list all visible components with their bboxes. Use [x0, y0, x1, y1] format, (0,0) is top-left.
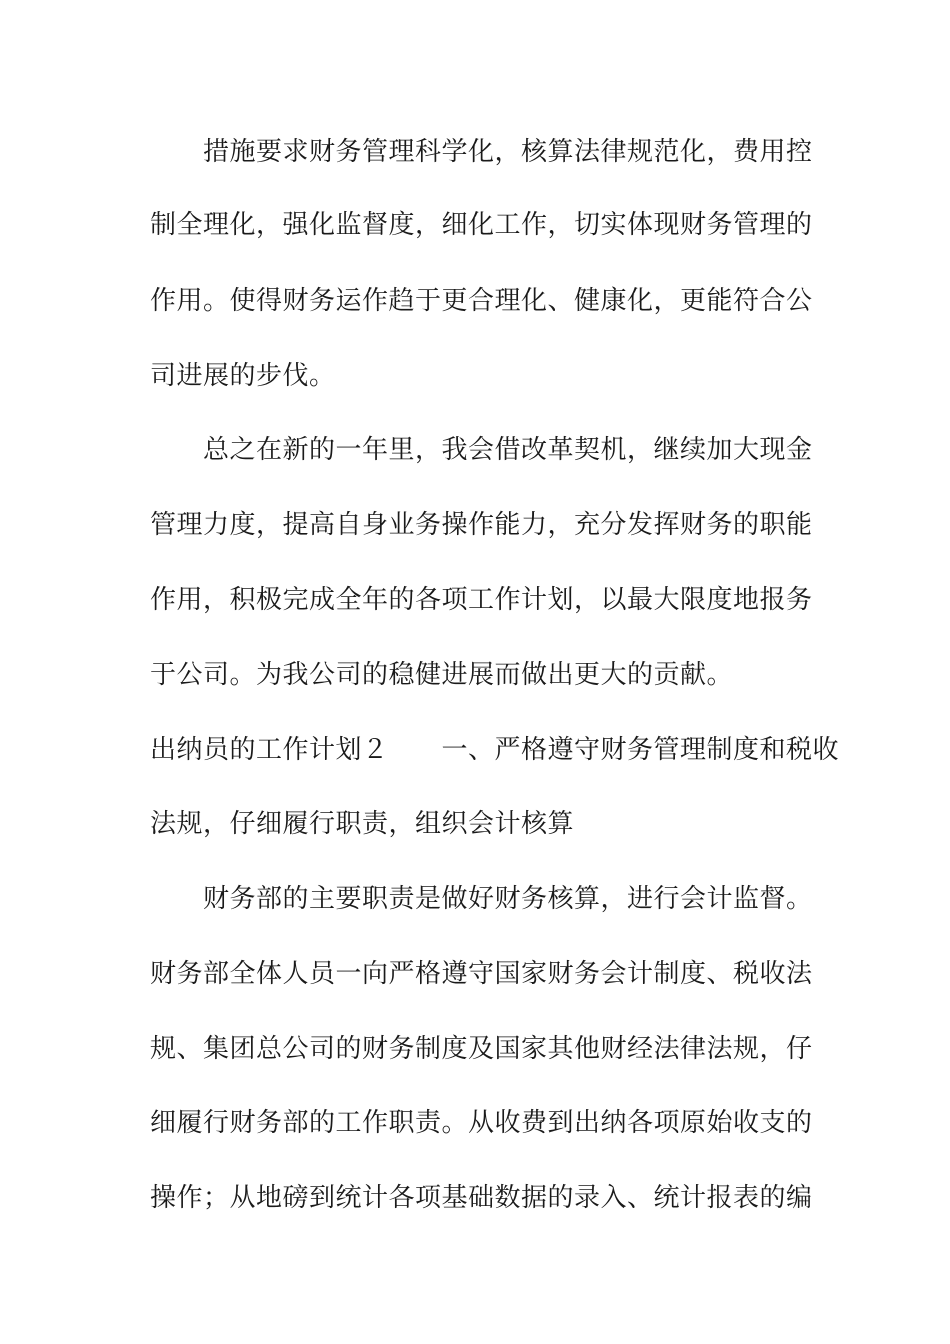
paragraph-line: 司进展的步伐。 — [150, 361, 336, 391]
paragraph-line: 细履行财务部的工作职责。从收费到出纳各项原始收支的 — [150, 1108, 813, 1138]
paragraph-line: 总之在新的一年里，我会借改革契机，继续加大现金 — [203, 435, 813, 465]
paragraph-line: 管理力度，提高自身业务操作能力，充分发挥财务的职能 — [150, 510, 813, 540]
paragraph-line: 财务部全体人员一向严格遵守国家财务会计制度、税收法 — [150, 959, 813, 989]
section-heading-line: 出纳员的工作计划２ 一、严格遵守财务管理制度和税收 — [150, 735, 840, 765]
paragraph-line: 规、集团总公司的财务制度及国家其他财经法律法规，仔 — [150, 1034, 813, 1064]
paragraph-line: 制全理化，强化监督度，细化工作，切实体现财务管理的 — [150, 210, 813, 240]
paragraph-line: 作用，积极完成全年的各项工作计划，以最大限度地报务 — [150, 585, 813, 615]
paragraph-line: 操作；从地磅到统计各项基础数据的录入、统计报表的编 — [150, 1183, 813, 1213]
paragraph-line: 于公司。为我公司的稳健进展而做出更大的贡献。 — [150, 660, 734, 690]
paragraph-line: 财务部的主要职责是做好财务核算，进行会计监督。 — [203, 884, 813, 914]
section-heading-line: 法规，仔细履行职责，组织会计核算 — [150, 809, 575, 839]
paragraph-line: 作用。使得财务运作趋于更合理化、健康化，更能符合公 — [150, 286, 813, 316]
paragraph-line: 措施要求财务管理科学化，核算法律规范化，费用控 — [203, 137, 813, 167]
